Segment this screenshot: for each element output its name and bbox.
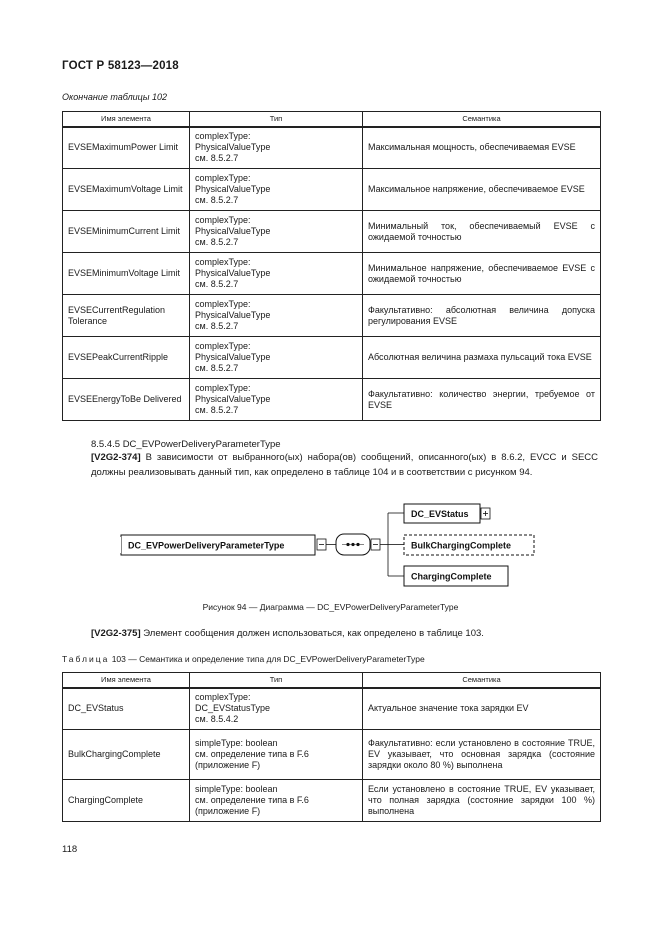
- column-header-semantics: Семантика: [363, 673, 601, 688]
- table-103-caption: Таблица 103 — Семантика и определение типа для DC_EVPowerDeliveryParameterType: [62, 654, 425, 664]
- table-row: [63, 730, 601, 780]
- figure-caption: Рисунок 94 — Диаграмма — DC_EVPowerDeliveryParameterType: [202, 602, 459, 612]
- section-heading: 8.5.4.5 DC_EVPowerDeliveryParameterType: [91, 439, 281, 450]
- cell-semantics: Если установлено в состояние TRUE, EV указывает, что полная зарядка (состояние зарядки 100 %) выполнена: [363, 780, 601, 822]
- cell-name: EVSEPeakCurrentRipple: [63, 337, 190, 379]
- cell-type: complexType: DC_EVStatusType см. 8.5.4.2: [190, 688, 363, 730]
- table-row: [63, 688, 601, 730]
- cell-type: simpleType: boolean см. определение типа в F.6 (приложение F): [190, 730, 363, 780]
- table-row: [63, 211, 601, 253]
- cell-name: EVSECurrentRegulation Tolerance: [63, 295, 190, 337]
- requirement-id: [V2G2-374]: [91, 452, 141, 463]
- column-header-semantics: Семантика: [363, 112, 601, 127]
- cell-name: EVSEEnergyToBe Delivered: [63, 379, 190, 421]
- table-row: [63, 127, 601, 169]
- column-header-type: Тип: [190, 112, 363, 127]
- figure-94-diagram: [118, 496, 538, 592]
- table-header-row: [63, 112, 601, 127]
- table-header-row: [63, 673, 601, 688]
- cell-type: complexType: PhysicalValueType см. 8.5.2.7: [190, 379, 363, 421]
- cell-type: complexType: PhysicalValueType см. 8.5.2.7: [190, 169, 363, 211]
- cell-semantics: Факультативно: количество энергии, требуемое от EVSE: [363, 379, 601, 421]
- cell-type: complexType: PhysicalValueType см. 8.5.2.7: [190, 211, 363, 253]
- requirement-text: Элемент сообщения должен использоваться, как определено в таблице 103.: [143, 628, 484, 639]
- cell-name: EVSEMaximumPower Limit: [63, 127, 190, 169]
- cell-name: ChargingComplete: [63, 780, 190, 822]
- table-row: [63, 780, 601, 822]
- cell-type: complexType: PhysicalValueType см. 8.5.2.7: [190, 337, 363, 379]
- page-number: 118: [62, 844, 78, 855]
- cell-semantics: Абсолютная величина размаха пульсаций тока EVSE: [363, 337, 601, 379]
- cell-type: simpleType: boolean см. определение типа в F.6 (приложение F): [190, 780, 363, 822]
- table-row: [63, 253, 601, 295]
- table-row: [63, 379, 601, 421]
- cell-name: DC_EVStatus: [63, 688, 190, 730]
- table-row: [63, 337, 601, 379]
- cell-name: EVSEMinimumVoltage Limit: [63, 253, 190, 295]
- cell-type: complexType: PhysicalValueType см. 8.5.2.7: [190, 253, 363, 295]
- cell-type: complexType: PhysicalValueType см. 8.5.2.7: [190, 127, 363, 169]
- document-header: ГОСТ Р 58123—2018: [62, 60, 179, 72]
- diagram-child-bulk-charging-complete: BulkChargingComplete: [411, 540, 512, 551]
- cell-semantics: Максимальная мощность, обеспечиваемая EVSE: [363, 127, 601, 169]
- cell-type: complexType: PhysicalValueType см. 8.5.2.7: [190, 295, 363, 337]
- cell-semantics: Актуальное значение тока зарядки EV: [363, 688, 601, 730]
- cell-semantics: Минимальный ток, обеспечиваемый EVSE с ожидаемой точностью: [363, 211, 601, 253]
- diagram-child-dc-evstatus: DC_EVStatus: [411, 509, 469, 519]
- cell-name: EVSEMinimumCurrent Limit: [63, 211, 190, 253]
- column-header-name: Имя элемента: [63, 112, 190, 127]
- cell-semantics: Минимальное напряжение, обеспечиваемое EVSE с ожидаемой точностью: [363, 253, 601, 295]
- cell-semantics: Факультативно: абсолютная величина допуска регулирования EVSE: [363, 295, 601, 337]
- requirement-375: [91, 626, 598, 641]
- table-102: [62, 111, 601, 421]
- diagram-child-charging-complete: ChargingComplete: [411, 571, 492, 582]
- requirement-text: В зависимости от выбранного(ых) набора(ов) сообщений, описанного(ых) в 8.6.2, EVCC и SECC должны реализовывать данный тип, как определено в таблице 104 и в соответствии с рисунком 94.: [91, 452, 599, 478]
- table-103: [62, 672, 601, 822]
- cell-semantics: Максимальное напряжение, обеспечиваемое EVSE: [363, 169, 601, 211]
- table-102-caption: Окончание таблицы 102: [62, 92, 167, 102]
- cell-semantics: Факультативно: если установлено в состояние TRUE, EV указывает, что основная зарядка (состояние зарядки около 80 %) выполнена: [363, 730, 601, 780]
- requirement-374: [91, 450, 598, 480]
- diagram-root-label: DC_EVPowerDeliveryParameterType: [128, 540, 285, 551]
- table-row: [63, 169, 601, 211]
- requirement-id: [V2G2-375]: [91, 628, 141, 639]
- cell-name: BulkChargingComplete: [63, 730, 190, 780]
- column-header-name: Имя элемента: [63, 673, 190, 688]
- cell-name: EVSEMaximumVoltage Limit: [63, 169, 190, 211]
- column-header-type: Тип: [190, 673, 363, 688]
- table-row: [63, 295, 601, 337]
